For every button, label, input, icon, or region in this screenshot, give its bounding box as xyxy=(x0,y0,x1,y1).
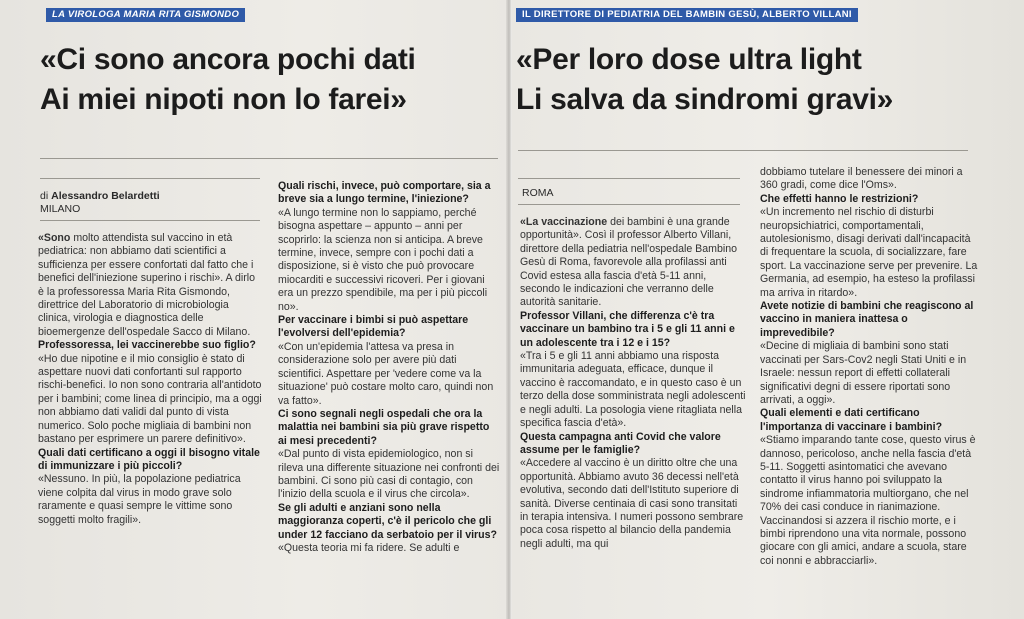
right-column-1 xyxy=(520,216,746,617)
interview-question: Professoressa, lei vaccinerebbe suo figlio? xyxy=(38,339,256,352)
lead-text: molto attendista sul vaccino in età pediatrica: non abbiamo dati scientifici a sufficienza per essere confortati dal fatto che i benefici dell'iniezione superino i rischi». A dirlo è la professoressa Maria Rita Gismondo, direttrice del Laboratorio di microbiologia clinica, virologia e diagnostica delle bioemergenze dell'ospedale Sacco di Milano. xyxy=(38,232,255,338)
left-byline xyxy=(40,190,260,216)
byline-place: ROMA xyxy=(522,187,554,199)
interview-answer: «Decine di migliaia di bambini sono stati vaccinati per Sars-Cov2 negli Stati Uniti e in Israele: nessun report di effetti collaterali significativi degni di essere riportati sono arrivati, a oggi». xyxy=(760,340,967,406)
lead-paragraph xyxy=(38,232,262,339)
right-headline-line-2: Li salva da sindromi gravi» xyxy=(516,83,894,116)
lead-word: «Sono xyxy=(38,232,71,244)
interview-answer: «Tra i 5 e gli 11 anni abbiamo una risposta immunitaria adeguata, efficace, dunque il vaccino è raccomandato, e in questo caso è un terzo della dose somministrata negli adolescenti e negli adulti. La posologia viene ritagliata nella specifica fascia d'età». xyxy=(520,350,746,430)
right-byline-rule-top xyxy=(518,178,740,179)
interview-answer: «Nessuno. In più, la popolazione pediatrica viene colpita dal virus in modo grave solo raramente e quasi sempre le vittime sono soggetti molto fragili». xyxy=(38,473,241,526)
left-kicker: LA VIROLOGA MARIA RITA GISMONDO xyxy=(46,8,245,22)
interview-answer: «Accedere al vaccino è un diritto oltre che una opportunità. Abbiamo avuto 36 decessi nell'età evolutiva, secondo dati dell'Istituto superiore di sanità. Diverse centinaia di casi sono transitati in terapia intensiva. I numeri possono sembrare poca cosa rispetto al bilancio della pandemia negli adulti, ma qui xyxy=(520,457,744,550)
interview-answer: dobbiamo tutelare il benessere dei minori a 360 gradi, come dice l'Oms». xyxy=(760,166,963,192)
byline-author: Alessandro Belardetti xyxy=(51,190,160,202)
interview-answer: «Ho due nipotine e il mio consiglio è stato di aspettare nuovi dati confortanti sul rapporto rischi-benefici. Io non sono contraria all'antidoto per i bambini; come linea di principio, ma a oggi non abbiamo dati validi dal punto di vista numerico. Solo poche migliaia di bambini non bastano per esprimere un parere definitivo». xyxy=(38,352,262,446)
interview-question: Quali dati certificano a oggi il bisogno vitale di immunizzare i più piccoli? xyxy=(38,446,260,472)
left-byline-rule-bottom xyxy=(40,220,260,221)
left-headline-line-2: Ai miei nipoti non lo farei» xyxy=(40,83,407,116)
right-top-rule xyxy=(518,150,968,151)
interview-question: Per vaccinare i bimbi si può aspettare l'evolversi dell'epidemia? xyxy=(278,314,469,340)
byline-place: MILANO xyxy=(40,203,81,215)
right-kicker: IL DIRETTORE DI PEDIATRIA DEL BAMBIN GESÙ, ALBERTO VILLANI xyxy=(516,8,858,22)
interview-question: Che effetti hanno le restrizioni? xyxy=(760,192,919,205)
interview-answer: «Con un'epidemia l'attesa va presa in considerazione solo per avere più dati scientifici. Aspettare per 'vedere come va la situazione' può costare molto caro, quindi non va fatto». xyxy=(278,340,494,407)
left-column-1 xyxy=(38,232,262,617)
right-byline-rule-bottom xyxy=(518,204,740,205)
interview-answer: «Questa teoria mi fa ridere. Se adulti e xyxy=(278,541,460,554)
byline-prefix: di xyxy=(40,190,49,202)
lead-paragraph xyxy=(520,216,746,310)
interview-question: Ci sono segnali negli ospedali che ora la malattia nei bambini sia più grave rispetto ai mesi precedenti? xyxy=(278,407,490,447)
right-headline-line-1: «Per loro dose ultra light xyxy=(516,43,862,76)
interview-answer: «Un incremento nel rischio di disturbi neuropsichiatrici, comportamentali, autolesionismo, disagi derivati dall'incapacità di frequentare la scuola, di socializzare, fare sport. La vaccinazione serve per prevenire. La Germania, ad esempio, ha esteso la profilassi ma arriva in ritardo». xyxy=(760,206,978,299)
lead-text: dei bambini è una grande opportunità». Così il professor Alberto Villani, direttore della pediatria nell'ospedale Bambino Gesù di Roma, favorevole alla profilassi anti Covid estesa alla fascia d'età 5-11 anni, secondo le indicazioni che verranno delle autorità sanitarie. xyxy=(520,216,737,309)
left-headline-line-1: «Ci sono ancora pochi dati xyxy=(40,43,416,76)
right-column-2 xyxy=(760,166,978,617)
left-top-rule xyxy=(40,158,498,159)
page-fold xyxy=(506,0,512,619)
interview-answer: «Stiamo imparando tante cose, questo virus è dannoso, pericoloso, anche nella fascia d'età 5-11. Soggetti asintomatici che avevano contatto il virus hanno poi sviluppato la sindrome infiammatoria multiorgano, che nel 70% dei casi conduce in rianimazione. Vaccinandosi si azzera il rischio morte, e i bimbi riprendono una vita normale, possono giocare con gli amici, andare a scuola, stare coi nonni e abbracciarli». xyxy=(760,434,976,567)
interview-question: Se gli adulti e anziani sono nella maggioranza coperti, c'è il pericolo che gli under 12 facciano da serbatoio per il virus? xyxy=(278,501,498,541)
left-headline xyxy=(40,40,416,120)
right-headline xyxy=(516,40,893,120)
lead-word: «La vaccinazione xyxy=(520,216,608,228)
interview-answer: «Dal punto di vista epidemiologico, non si rileva una differente situazione nei confronti dei bambini. Ci sono più casi di contagio, con l'inizio della scuola e il virus che circola». xyxy=(278,448,500,501)
interview-question: Professor Villani, che differenza c'è tra vaccinare un bambino tra i 5 e gli 11 anni e un adolescente tra i 12 e i 15? xyxy=(520,309,735,349)
interview-question: Quali elementi e dati certificano l'importanza di vaccinare i bambini? xyxy=(760,407,943,433)
interview-question: Quali rischi, invece, può comportare, sia a breve sia a lungo termine, l'iniezione? xyxy=(278,180,491,206)
interview-question: Questa campagna anti Covid che valore assume per le famiglie? xyxy=(520,430,721,456)
interview-answer: «A lungo termine non lo sappiamo, perché bisogna aspettare – appunto – anni per scoprirlo: la scienza non si anticipa. A breve termine, invece, sempre con i pochi dati a disposizione, si è visto che può provocare miocarditi e successivi ricoveri. Per i giovani era un prezzo spendibile, ma per i più piccoli no». xyxy=(278,206,488,313)
interview-question: Avete notizie di bambini che reagiscono al vaccino in maniera inattesa o imprevedibile? xyxy=(760,300,974,339)
right-byline xyxy=(522,187,722,200)
left-byline-rule-top xyxy=(40,178,260,179)
left-column-2 xyxy=(278,180,500,617)
